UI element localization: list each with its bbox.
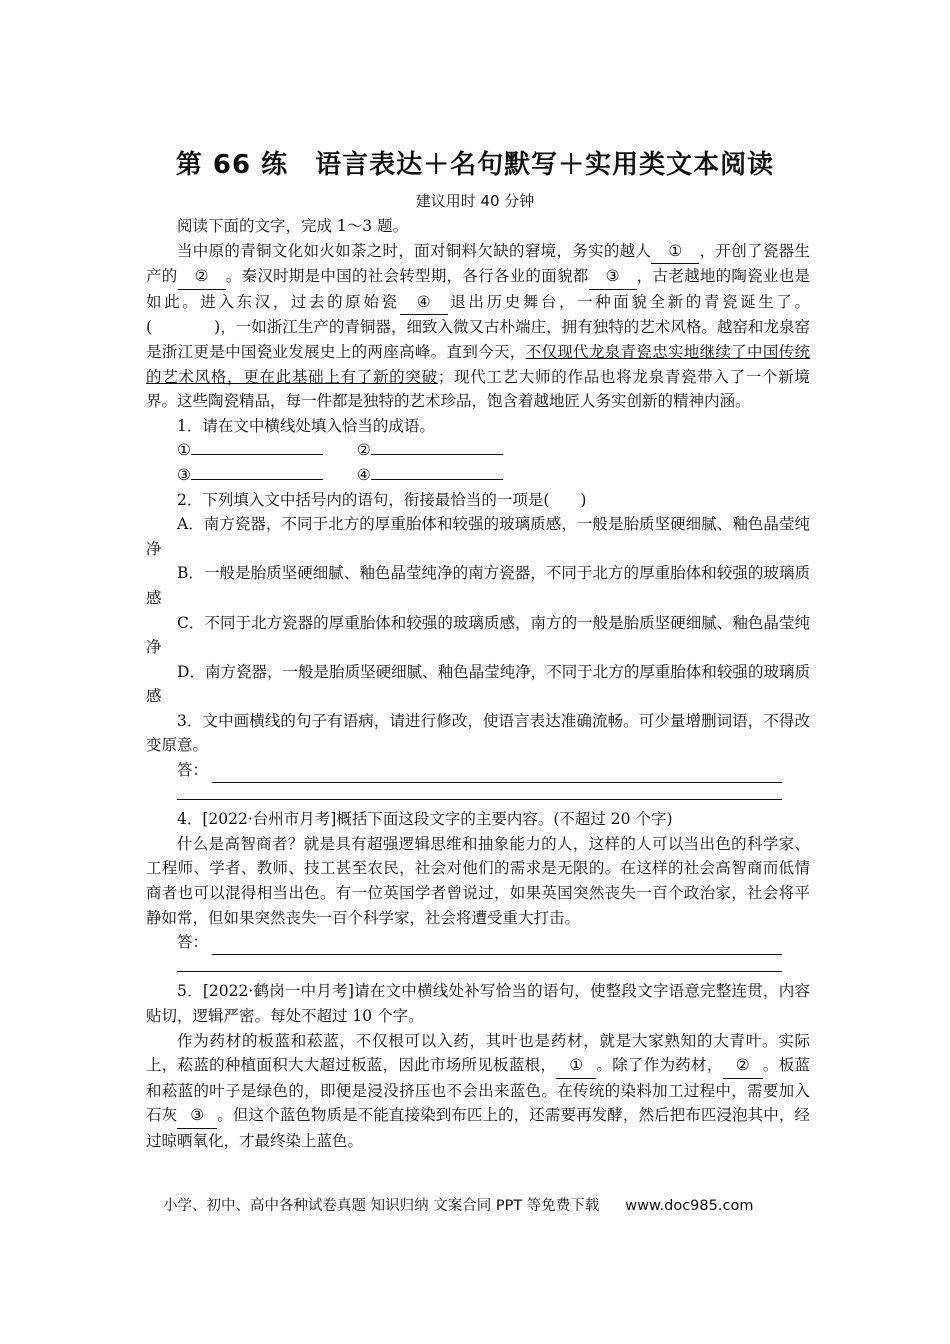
q5-blank-3: ③ — [177, 1103, 217, 1129]
blank-3: ③ — [589, 264, 637, 290]
footer-text: 小学、初中、高中各种试卷真题 知识归纳 文案合同 PPT 等免费下载 — [163, 1198, 600, 1214]
q5-text: 。除了作为药材， — [596, 1056, 723, 1075]
question-3-stem: 3．文中画横线的句子有语病，请进行修改，使语言表达准确流畅。可少量增删词语，不得改变原意。 — [146, 711, 810, 755]
answer-label: 答： — [177, 933, 209, 952]
underlined-sentence: 不仅现代龙泉青瓷忠实地继续了中国传统的艺术风格，更在此基础上有了新的突破 — [146, 342, 810, 386]
time-suggestion: 建议用时 40 分钟 — [415, 192, 535, 210]
q3-answer-line[interactable] — [146, 758, 810, 783]
q5-text: 。板蓝和菘蓝的叶子是绿色的，即便是浸没挤压也不会出来蓝色。在传统的染料加工过程中，需要加入石灰 — [146, 1056, 810, 1125]
q1-answer-4[interactable] — [357, 463, 503, 488]
answer-label: 答： — [177, 761, 209, 780]
q1-answer-row — [146, 438, 810, 463]
passage-1-text: ，古老越地的陶瓷业也是如此。进入东汉，过去的原始瓷 — [146, 267, 810, 311]
q4-answer-line[interactable] — [146, 930, 810, 955]
passage-1-text: ，开创了瓷器生产的 — [146, 241, 810, 286]
question-2-stem: 2．下列填入文中括号内的语句，衔接最恰当的一项是( ) — [177, 490, 587, 509]
footer-site-link[interactable]: www.doc985.com — [625, 1198, 754, 1214]
question-1-stem: 1．请在文中横线处填入恰当的成语。 — [177, 416, 435, 435]
footer — [163, 1194, 753, 1215]
q5-blank-1: ① — [556, 1053, 596, 1079]
q5-text: 。但这个蓝色物质是不能直接染到布匹上的，还需要再发酵，然后把布匹浸泡其中，经过晾晒氧化，才最终染上蓝色。 — [146, 1106, 810, 1150]
q3-answer-line-2[interactable] — [146, 783, 810, 808]
blank-1: ① — [651, 239, 699, 265]
q1-answer-row — [146, 463, 810, 488]
option-a: A．南方瓷器，不同于北方的厚重胎体和较强的玻璃质感，一般是胎质坚硬细腻、釉色晶莹纯净 — [146, 515, 810, 558]
q1-answer-1[interactable] — [177, 438, 323, 463]
q5-text: 作为药材的板蓝和菘蓝，不仅根可以入药，其叶也是药材，就是大家熟知的大青叶。实际上，菘蓝的种植面积大大超过板蓝，因此市场所见板蓝根， — [146, 1031, 810, 1075]
question-4-stem: 4．[2022·台州市月考]概括下面这段文字的主要内容。(不超过 20 个字) — [177, 810, 673, 829]
passage-1-text: 。秦汉时期是中国的社会转型期，各行各业的面貌都 — [225, 267, 589, 286]
blank-2: ② — [178, 264, 226, 290]
intro-text: 阅读下面的文字，完成 1～3 题。 — [177, 217, 409, 235]
main-content — [146, 214, 810, 1154]
question-5-passage — [146, 1029, 810, 1154]
q5-blank-2: ② — [723, 1053, 763, 1079]
option-c: C．不同于北方瓷器的厚重胎体和较强的玻璃质感，南方的一般是胎质坚硬细腻、釉色晶莹纯净 — [146, 613, 810, 657]
option-b: B．一般是胎质坚硬细腻、釉色晶莹纯净的南方瓷器，不同于北方的厚重胎体和较强的玻璃质感 — [146, 564, 810, 607]
passage-1-text: 退出历史舞台，一种面貌全新的青瓷诞生了。( )，一如浙江生产的青铜器，细致入微又古朴端庄，拥有独特的艺术风格。越窑和龙泉窑是浙江更是中国瓷业发展史上的两座高峰。直到今天， — [146, 292, 810, 361]
passage-1-text: ；现代工艺大师的作品也将龙泉青瓷带入了一个新境界。这些陶瓷精品，每一件都是独特的艺术珍品，饱含着越地匠人务实创新的精神内涵。 — [146, 367, 810, 411]
question-4-passage: 什么是高智商者？就是具有超强逻辑思维和抽象能力的人，这样的人可以当出色的科学家、工程师、学者、教师、技工甚至农民，社会对他们的需求是无限的。在这样的社会高智商而低情商者也可以混得相当出色。有一位英国学者曾说过，如果英国突然丧失一百个政治家，社会将平静如常，但如果突然丧失一百个科学家，社会将遭受重大打击。 — [146, 834, 810, 927]
option-d: D．南方瓷器，一般是胎质坚硬细腻、釉色晶莹纯净，不同于北方的厚重胎体和较强的玻璃质感 — [146, 662, 810, 706]
q1-answer-2[interactable] — [357, 438, 503, 463]
answer-label: ③ — [177, 465, 191, 484]
blank-4: ④ — [400, 290, 448, 316]
page-title: 第 66 练 语言表达＋名句默写＋实用类文本阅读 — [175, 150, 775, 180]
question-5-stem: 5．[2022·鹤岗一中月考]请在文中横线处补写恰当的语句，使整段文字语意完整连贯，内容贴切，逻辑严密。每处不超过 10 个字。 — [146, 982, 810, 1025]
answer-label: ④ — [356, 465, 371, 484]
answer-label: ① — [177, 441, 191, 460]
answer-label: ② — [356, 441, 371, 460]
passage-1-text: 当中原的青铜文化如火如荼之时，面对铜料欠缺的窘境，务实的越人 — [177, 241, 652, 260]
q4-answer-line-2[interactable] — [146, 955, 810, 980]
passage-1 — [146, 239, 810, 414]
q1-answer-3[interactable] — [177, 463, 323, 488]
